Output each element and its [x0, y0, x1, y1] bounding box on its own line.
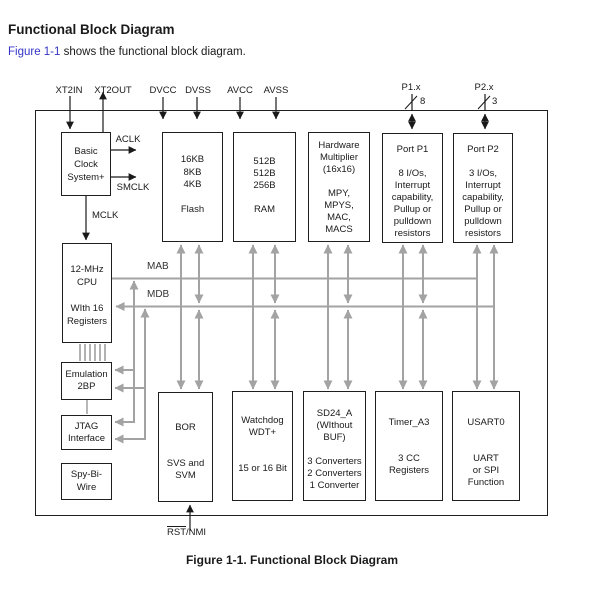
nmi-text: /NMI	[186, 527, 207, 538]
label-mclk: MCLK	[92, 210, 119, 221]
block-spy-bi-wire: Spy-Bi- Wire	[61, 463, 112, 500]
pin-count-p2: 3	[492, 96, 498, 107]
pin-label-xt2out: XT2OUT	[94, 85, 132, 96]
intro-text	[8, 46, 246, 58]
pin-count-p1: 8	[420, 96, 426, 107]
block-port-p2: Port P2 3 I/Os, Interrupt capability, Pullup or pulldown resistors	[453, 133, 513, 243]
figure-1-1-link[interactable]: Figure 1-1	[8, 46, 61, 58]
block-usart0: USART0 UART or SPI Function	[452, 391, 520, 501]
block-basic-clock: Basic Clock System+	[61, 132, 111, 196]
block-watchdog: Watchdog WDT+ 15 or 16 Bit	[232, 391, 293, 501]
block-port-p1: Port P1 8 I/Os, Interrupt capability, Pullup or pulldown resistors	[382, 133, 443, 243]
pin-label-avcc: AVCC	[227, 85, 253, 96]
intro-rest: shows the functional block diagram.	[60, 46, 246, 58]
pin-label-avss: AVSS	[263, 85, 289, 96]
block-emulation: Emulation 2BP	[61, 362, 112, 400]
pin-label-dvcc: DVCC	[149, 85, 177, 96]
pin-label-rst-nmi	[167, 527, 206, 538]
pin-label-p2x: P2.x	[474, 82, 494, 93]
block-ram: 512B 512B 256B RAM	[233, 132, 296, 242]
block-sd24: SD24_A (WIthout BUF) 3 Converters 2 Converters 1 Converter	[303, 391, 366, 501]
block-flash: 16KB 8KB 4KB Flash	[162, 132, 223, 242]
label-aclk: ACLK	[115, 134, 141, 145]
pin-label-xt2in: XT2IN	[55, 85, 83, 96]
label-mab: MAB	[147, 261, 169, 272]
block-timer-a3: Timer_A3 3 CC Registers	[375, 391, 443, 501]
label-smclk: SMCLK	[116, 182, 150, 193]
block-jtag: JTAG Interface	[61, 415, 112, 450]
label-mdb: MDB	[147, 289, 170, 300]
pin-label-dvss: DVSS	[185, 85, 211, 96]
block-cpu: 12-MHz CPU WIth 16 Registers	[62, 243, 112, 343]
pin-label-p1x: P1.x	[401, 82, 421, 93]
figure-caption: Figure 1-1. Functional Block Diagram	[185, 553, 399, 567]
page-title: Functional Block Diagram	[8, 22, 175, 37]
rst-overline: $\overline{RST}$	[167, 527, 186, 538]
block-hw-multiplier: Hardware Multiplier (16x16) MPY, MPYS, MAC, MACS	[308, 132, 370, 242]
block-bor: BOR SVS and SVM	[158, 392, 213, 502]
